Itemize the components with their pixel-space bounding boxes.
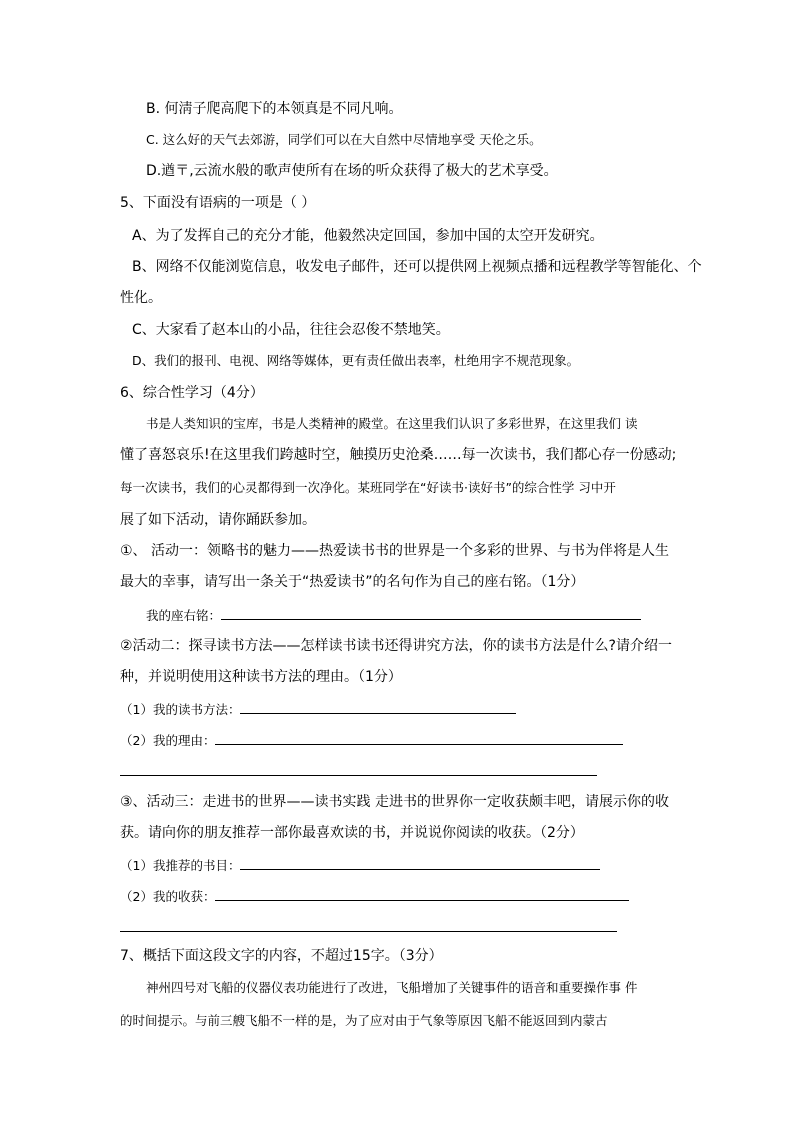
reason-label: （2）我的理由： <box>120 733 216 748</box>
gain-continuation-line[interactable] <box>120 931 617 932</box>
q6-activity2-line1: ②活动二：探寻读书方法——怎样读书读书还得讲究方法，你的读书方法是什么?请介绍一 <box>120 638 672 654</box>
q6-stem: 6、综合性学习（4分） <box>120 385 264 401</box>
gain-answer-blank[interactable] <box>215 886 629 901</box>
q5-stem: 5、下面没有语病的一项是（ ） <box>120 195 316 211</box>
q6-activity2-line2: 种，并说明使用这种读书方法的理由。（1分） <box>120 669 402 685</box>
q5-option-b-line1: B、网络不仅能浏览信息，收发电子邮件，还可以提供网上视频点播和远程教学等智能化、个 <box>132 259 702 275</box>
q6-reason-row <box>120 730 623 751</box>
q5-option-c: C、大家看了赵本山的小品，往往会忍俊不禁地笑。 <box>132 322 450 338</box>
q5-option-d: D、我们的报刊、电视、网络等媒体，更有责任做出表率，杜绝用字不规范现象。 <box>132 353 580 368</box>
q6-book-row <box>120 855 600 876</box>
q5-option-a: A、为了发挥自己的充分才能，他毅然决定回国，参加中国的太空开发研究。 <box>132 228 604 244</box>
motto-answer-blank[interactable] <box>221 605 641 620</box>
reason-answer-blank[interactable] <box>215 730 623 745</box>
q6-intro-line4: 展了如下活动，请你踊跃参加。 <box>120 512 316 528</box>
q6-activity3-line2: 获。请向你的朋友推荐一部你最喜欢读的书，并说说你阅读的收获。（2分） <box>120 825 584 841</box>
book-label: （1）我推荐的书目： <box>120 858 241 873</box>
q6-activity1-line1: ①、 活动一：领略书的魅力——热爱读书书的世界是一个多彩的世界、与书为伴将是人生 <box>120 543 669 559</box>
q6-method-row <box>120 699 516 720</box>
q7-stem: 7、概括下面这段文字的内容，不超过15字。（3分） <box>120 948 443 964</box>
q4-option-c: C. 这么好的天气去郊游，同学们可以在大自然中尽情地享受 天伦之乐。 <box>146 132 542 147</box>
q7-text-line2: 的时间提示。与前三艘飞船不一样的是，为了应对由于气象等原因飞船不能返回到内蒙古 <box>120 1013 608 1028</box>
reason-continuation-line[interactable] <box>120 775 597 776</box>
q7-text-line1: 神州四号对飞船的仪器仪表功能进行了改进，飞船增加了关键事件的语音和重要操作事 件 <box>146 980 638 995</box>
q6-activity3-line1: ③、活动三：走进书的世界——读书实践 走进书的世界你一定收获颇丰吧，请展示你的收 <box>120 794 669 810</box>
q5-option-b-line2: 性化。 <box>120 290 162 306</box>
book-answer-blank[interactable] <box>240 855 600 870</box>
q6-activity1-line2: 最大的幸事，请写出一条关于“热爱读书”的名句作为自己的座右铭。（1分） <box>120 574 585 590</box>
q6-intro-line1: 书是人类知识的宝库，书是人类精神的殿堂。在这里我们认识了多彩世界，在这里我们 读 <box>146 416 638 431</box>
q6-intro-line2: 懂了喜怒哀乐!在这里我们跨越时空，触摸历史沧桑……每一次读书，我们都心存一份感动; <box>120 447 677 463</box>
q4-option-d: D.遒〒,云流水般的歌声使所有在场的听众获得了极大的艺术享受。 <box>146 163 558 179</box>
method-label: （1）我的读书方法： <box>120 702 241 717</box>
q6-gain-row <box>120 886 629 907</box>
q4-option-b: B. 何淸子爬高爬下的本领真是不同凡响。 <box>146 101 403 117</box>
motto-label: 我的座右铭： <box>146 608 222 623</box>
q6-motto-row <box>146 605 641 626</box>
q6-intro-line3: 每一次读书，我们的心灵都得到一次净化。某班同学在“好读书·读好书”的综合性学 习中开 <box>120 480 616 495</box>
method-answer-blank[interactable] <box>240 699 516 714</box>
gain-label: （2）我的收获： <box>120 889 216 904</box>
